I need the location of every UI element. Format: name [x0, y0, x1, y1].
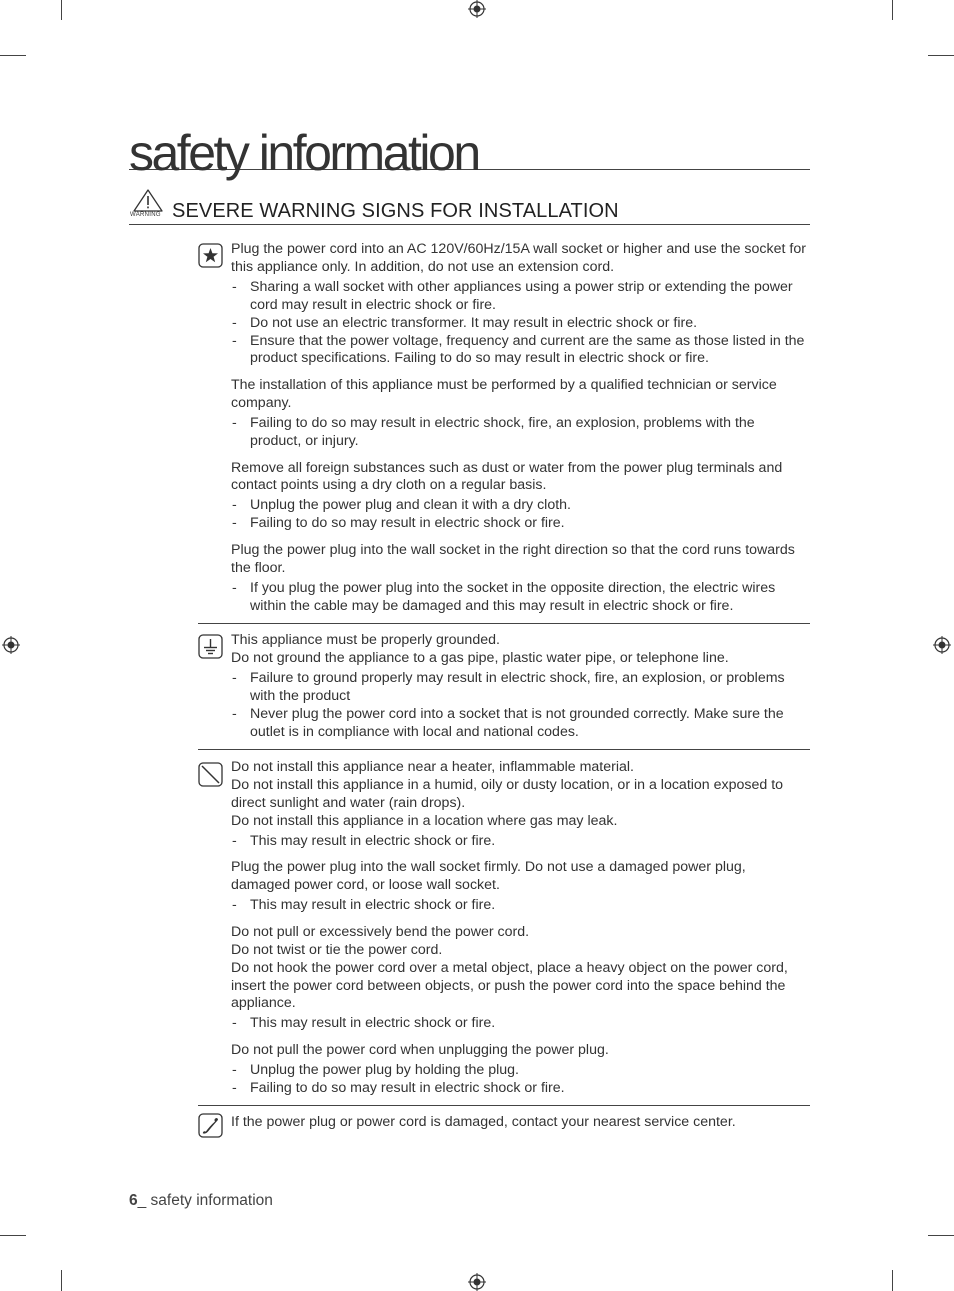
instruction-text: Plug the power plug into the wall socket in the right direction so that the cord runs towards the floor. — [231, 541, 795, 576]
crop-mark — [892, 0, 893, 20]
section-content — [231, 759, 808, 1107]
instruction-paragraph — [231, 632, 808, 741]
bullet-item: - Unplug the power plug and clean it with a dry cloth. — [231, 497, 808, 515]
section-content — [231, 632, 808, 750]
instruction-text: Do not pull the power cord when unplugging the power plug. — [231, 1042, 609, 1059]
prohibited-icon — [198, 762, 223, 787]
instruction-text: Do not twist or tie the power cord. — [231, 941, 443, 958]
registration-mark-icon — [933, 636, 951, 654]
instruction-paragraph — [231, 542, 808, 616]
bullet-item: - This may result in electric shock or fire. — [231, 1015, 808, 1033]
crop-mark — [928, 1235, 954, 1236]
bullet-list — [231, 279, 808, 369]
instruction-text: If the power plug or power cord is damaged, contact your nearest service center. — [231, 1114, 736, 1130]
instruction-paragraph — [231, 377, 808, 451]
crop-mark — [892, 1270, 893, 1291]
crop-mark — [0, 55, 26, 56]
registration-mark-icon — [468, 1273, 486, 1291]
bullet-list — [231, 833, 808, 851]
bullet-item: - Failing to do so may result in electric shock or fire. — [231, 515, 808, 533]
crop-mark — [61, 0, 62, 20]
page-footer — [129, 1192, 273, 1210]
section-content — [231, 1114, 808, 1141]
bullet-item: - Failure to ground properly may result in electric shock, fire, an explosion, or problems with the product — [231, 670, 808, 706]
instruction-text: Plug the power plug into the wall socket firmly. Do not use a damaged power plug, damaged power cord, or loose wall socket. — [231, 859, 746, 894]
phone-icon — [198, 1113, 223, 1138]
bullet-list — [231, 1015, 808, 1033]
section-heading-bar — [129, 188, 810, 225]
instruction-text: Do not install this appliance in a location where gas may leak. — [231, 812, 618, 829]
bullet-item: - Unplug the power plug by holding the plug. — [231, 1062, 808, 1080]
instruction-text: Remove all foreign substances such as dust or water from the power plug terminals and contact points using a dry cloth on a regular basis. — [231, 459, 783, 494]
page-number: 6 — [129, 1192, 138, 1209]
bullet-list — [231, 580, 808, 616]
title-rule — [129, 120, 810, 181]
bullet-item: - If you plug the power plug into the socket in the opposite direction, the electric wires within the cable may be damaged and this may result in electric shock or fire. — [231, 580, 808, 616]
footer-label: _ safety information — [137, 1192, 273, 1209]
bullet-item: - Never plug the power cord into a socket that is not grounded correctly. Make sure the outlet is in compliance with local and national codes. — [231, 706, 808, 742]
bullet-item: - This may result in electric shock or fire. — [231, 833, 808, 851]
warning-section-service — [198, 1106, 810, 1146]
instruction-paragraph — [231, 859, 808, 915]
instruction-text: Do not install this appliance near a heater, inflammable material. — [231, 759, 634, 775]
warning-section-grounding — [198, 624, 810, 750]
instruction-text: Do not ground the appliance to a gas pipe, plastic water pipe, or telephone line. — [231, 649, 729, 666]
registration-mark-icon — [468, 0, 486, 18]
instruction-paragraph — [231, 759, 808, 851]
bullet-item: - Failing to do so may result in electric shock, fire, an explosion, problems with the product, or injury. — [231, 415, 808, 451]
ground-icon — [198, 634, 223, 659]
section-heading: SEVERE WARNING SIGNS FOR INSTALLATION — [172, 200, 619, 222]
instruction-text: Do not install this appliance in a humid, oily or dusty location, or in a location exposed to direct sunlight and water (rain drops). — [231, 776, 784, 811]
bullet-list — [231, 670, 808, 742]
instruction-text: The installation of this appliance must be performed by a qualified technician or service company. — [231, 377, 777, 412]
instruction-text: Do not hook the power cord over a metal object, place a heavy object on the power cord, insert the power cord between objects, or push the power cord into the space behind the appliance. — [231, 959, 788, 1012]
bullet-item: - Do not use an electric transformer. It may result in electric shock or fire. — [231, 315, 808, 333]
instruction-paragraph — [231, 1042, 808, 1098]
registration-mark-icon — [2, 636, 20, 654]
instruction-paragraph — [231, 1114, 808, 1132]
crop-mark — [0, 1235, 26, 1236]
star-icon — [198, 243, 223, 268]
bullet-item: - Ensure that the power voltage, frequency and current are the same as those listed in the product specifications. Failing to do so may result in electric shock or fire. — [231, 333, 808, 369]
bullet-list — [231, 415, 808, 451]
bullet-list — [231, 497, 808, 533]
section-content — [231, 241, 808, 624]
instruction-text: Plug the power cord into an AC 120V/60Hz/15A wall socket or higher and use the socket for this appliance only. In addition, do not use an extension cord. — [231, 241, 806, 275]
instruction-paragraph — [231, 241, 808, 368]
bullet-item: - This may result in electric shock or fire. — [231, 897, 808, 915]
bullet-list — [231, 1062, 808, 1098]
warning-label: WARNING — [130, 212, 161, 218]
crop-mark — [61, 1270, 62, 1291]
instruction-paragraph — [231, 460, 808, 534]
warning-section-location — [198, 750, 810, 1106]
bullet-list — [231, 897, 808, 915]
page-title: safety information — [129, 125, 479, 181]
instruction-paragraph — [231, 924, 808, 1033]
instruction-text: Do not pull or excessively bend the power cord. — [231, 923, 530, 940]
instruction-text: This appliance must be properly grounded. — [231, 632, 500, 648]
bullet-item: - Failing to do so may result in electric shock or fire. — [231, 1080, 808, 1098]
warning-section-power — [198, 236, 810, 624]
bullet-item: - Sharing a wall socket with other appliances using a power strip or extending the power cord may result in electric shock or fire. — [231, 279, 808, 315]
crop-mark — [928, 55, 954, 56]
